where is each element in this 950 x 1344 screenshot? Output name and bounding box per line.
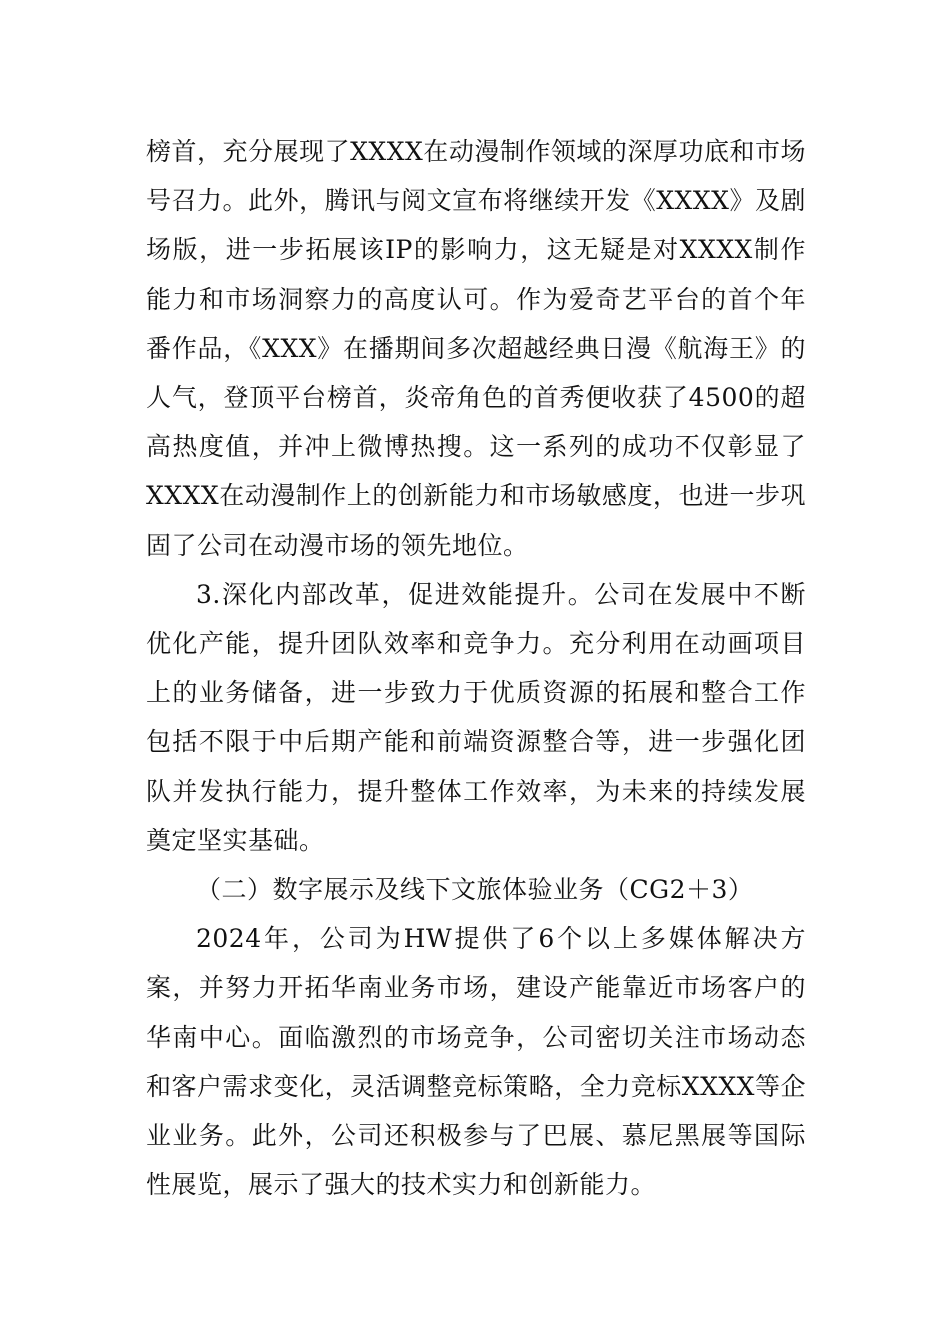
section-heading: （二）数字展示及线下文旅体验业务（CG2＋3）: [196, 875, 754, 905]
paragraph-continued: 榜首，充分展现了XXXX在动漫制作领域的深厚功底和市场号召力。此外，腾讯与阅文宣布将继续开发《XXXX》及剧场版，进一步拓展该IP的影响力，这无疑是对XXXX制作能力和市场洞察力的高度认可。作为爱奇艺平台的首个年番作品，《XXX》在播期间多次超越经典日漫《航海王》的人气，登顶平台榜首，炎帝角色的首秀便收获了4500的超高热度值，并冲上微博热搜。这一系列的成功不仅彰显了XXXX在动漫制作上的创新能力和市场敏感度，也进一步巩固了公司在动漫市场的领先地位。: [146, 137, 806, 560]
paragraph-digital-display: 2024年，公司为HW提供了6个以上多媒体解决方案，并努力开拓华南业务市场，建设产能靠近市场客户的华南中心。面临激烈的市场竞争，公司密切关注市场动态和客户需求变化，灵活调整竞标策略，全力竞标XXXX等企业业务。此外，公司还积极参与了巴展、慕尼黑展等国际性展览，展示了强大的技术实力和创新能力。: [146, 924, 806, 1200]
document-body: [146, 127, 806, 1209]
paragraph-internal-reform: 3.深化内部改革，促进效能提升。公司在发展中不断优化产能，提升团队效率和竞争力。充分利用在动画项目上的业务储备，进一步致力于优质资源的拓展和整合工作包括不限于中后期产能和前端资源整合等，进一步强化团队并发执行能力，提升整体工作效率，为未来的持续发展奠定坚实基础。: [146, 579, 806, 855]
